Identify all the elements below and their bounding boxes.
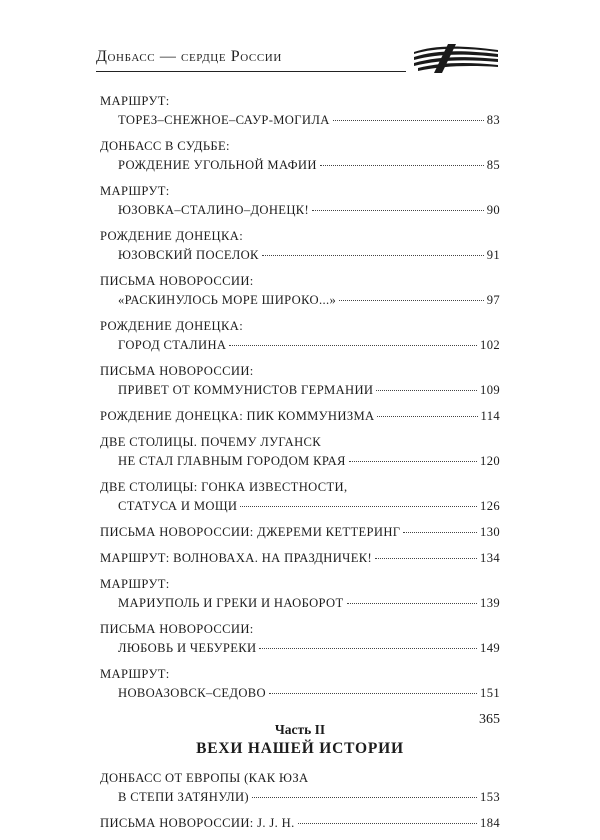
toc-entry-line <box>100 317 500 336</box>
toc-entry-title: ЮЗОВСКИЙ ПОСЕЛОК <box>118 248 259 262</box>
table-of-contents <box>100 92 500 840</box>
page-number: 365 <box>479 712 500 727</box>
toc-page-number: 126 <box>480 499 500 513</box>
toc-entry-title: МАРШРУТ: <box>100 94 170 108</box>
toc-entry-title: ДВЕ СТОЛИЦЫ. ПОЧЕМУ ЛУГАНСК <box>100 435 322 449</box>
toc-page-number: 139 <box>480 596 500 610</box>
toc-entry-line <box>100 549 500 568</box>
toc-entry <box>100 814 500 833</box>
toc-entry-line <box>100 227 500 246</box>
toc-entry <box>100 575 500 613</box>
toc-entry <box>100 433 500 471</box>
toc-page-number: 102 <box>480 338 500 352</box>
toc-entry-title: «РАСКИНУЛОСЬ МОРЕ ШИРОКО...» <box>118 293 337 307</box>
toc-entry-line <box>100 111 500 130</box>
toc-entry-title: ПИСЬМА НОВОРОССИИ: <box>100 622 254 636</box>
toc-entry-title: НЕ СТАЛ ГЛАВНЫМ ГОРОДОМ КРАЯ <box>118 454 346 468</box>
toc-dot-leader <box>403 532 477 533</box>
toc-dot-leader <box>377 416 477 417</box>
toc-dot-leader <box>240 506 477 507</box>
toc-entry-line <box>100 362 500 381</box>
toc-entry <box>100 549 500 568</box>
toc-dot-leader <box>375 558 477 559</box>
toc-entry <box>100 523 500 542</box>
toc-entry-title: ПИСЬМА НОВОРОССИИ: <box>100 364 254 378</box>
toc-entry <box>100 92 500 130</box>
toc-dot-leader <box>269 693 477 694</box>
toc-entry <box>100 407 500 426</box>
toc-section-top <box>100 92 500 703</box>
toc-entry <box>100 769 500 807</box>
toc-entry-title: В СТЕПИ ЗАТЯНУЛИ) <box>118 790 249 804</box>
toc-dot-leader <box>320 165 484 166</box>
toc-entry-line <box>100 788 500 807</box>
toc-entry-line <box>100 639 500 658</box>
toc-entry-title: ДОНБАСС В СУДЬБЕ: <box>100 139 230 153</box>
toc-entry-title: ЛЮБОВЬ И ЧЕБУРЕКИ <box>118 641 257 655</box>
toc-entry-title: ПИСЬМА НОВОРОССИИ: ДЖЕРЕМИ КЕТТЕРИНГ <box>100 525 401 539</box>
toc-entry-title: НОВОАЗОВСК–СЕДОВО <box>118 686 266 700</box>
part-number: Часть II <box>274 722 326 737</box>
toc-dot-leader <box>333 120 484 121</box>
toc-entry-title: ТОРЕЗ–СНЕЖНОЕ–САУР-МОГИЛА <box>118 113 330 127</box>
toc-dot-leader <box>349 461 477 462</box>
toc-dot-leader <box>229 345 477 346</box>
toc-page-number: 91 <box>486 248 500 262</box>
toc-entry-title: СТАТУСА И МОЩИ <box>118 499 238 513</box>
toc-entry-title: ЮЗОВКА–СТАЛИНО–ДОНЕЦК! <box>118 203 310 217</box>
toc-page-number: 134 <box>480 551 500 565</box>
toc-entry-line <box>100 452 500 471</box>
toc-entry-title: ГОРОД СТАЛИНА <box>118 338 227 352</box>
toc-page-number: 97 <box>486 293 500 307</box>
toc-page-number: 114 <box>480 409 500 423</box>
toc-entry-title: ПРИВЕТ ОТ КОММУНИСТОВ ГЕРМАНИИ <box>118 383 374 397</box>
toc-page-number: 120 <box>480 454 500 468</box>
toc-entry-line <box>100 478 500 497</box>
toc-entry <box>100 317 500 355</box>
toc-entry-line <box>100 814 500 833</box>
toc-dot-leader <box>259 648 477 649</box>
toc-entry <box>100 362 500 400</box>
toc-dot-leader <box>312 210 484 211</box>
part-title: ВЕХИ НАШЕЙ ИСТОРИИ <box>196 740 404 757</box>
toc-entry <box>100 227 500 265</box>
toc-dot-leader <box>262 255 484 256</box>
header-rule <box>96 71 406 72</box>
toc-dot-leader <box>252 797 477 798</box>
toc-entry-title: ДВЕ СТОЛИЦЫ: ГОНКА ИЗВЕСТНОСТИ, <box>100 480 348 494</box>
toc-entry-title: МАРИУПОЛЬ И ГРЕКИ И НАОБОРОТ <box>118 596 344 610</box>
toc-entry-line <box>100 156 500 175</box>
toc-entry <box>100 272 500 310</box>
toc-section-bottom <box>100 769 500 833</box>
running-title: Донбасс — сердце России <box>96 48 282 65</box>
toc-entry-line <box>100 684 500 703</box>
toc-page-number: 90 <box>486 203 500 217</box>
toc-page-number: 130 <box>480 525 500 539</box>
toc-entry-title: РОЖДЕНИЕ ДОНЕЦКА: <box>100 229 244 243</box>
toc-entry-line <box>100 665 500 684</box>
toc-entry-title: ПИСЬМА НОВОРОССИИ: J. J. H. <box>100 816 295 830</box>
ribbon-of-saint-george-icon <box>412 42 500 74</box>
toc-entry-title: ПИСЬМА НОВОРОССИИ: <box>100 274 254 288</box>
toc-page-number: 153 <box>480 790 500 804</box>
toc-entry-title: МАРШРУТ: ВОЛНОВАХА. НА ПРАЗДНИЧЕК! <box>100 551 373 565</box>
toc-entry-line <box>100 620 500 639</box>
toc-entry-line <box>100 182 500 201</box>
running-header <box>96 44 500 74</box>
toc-entry-title: РОЖДЕНИЕ УГОЛЬНОЙ МАФИИ <box>118 158 317 172</box>
toc-entry <box>100 137 500 175</box>
toc-entry-line <box>100 137 500 156</box>
toc-entry-line <box>100 92 500 111</box>
toc-entry-line <box>100 433 500 452</box>
toc-entry-line <box>100 407 500 426</box>
toc-entry-line <box>100 381 500 400</box>
toc-entry <box>100 620 500 658</box>
toc-entry-title: РОЖДЕНИЕ ДОНЕЦКА: <box>100 319 244 333</box>
toc-entry-line <box>100 336 500 355</box>
toc-entry-title: МАРШРУТ: <box>100 577 170 591</box>
toc-page-number: 151 <box>480 686 500 700</box>
part-heading <box>100 721 500 759</box>
toc-entry-line <box>100 594 500 613</box>
toc-dot-leader <box>347 603 478 604</box>
toc-dot-leader <box>376 390 477 391</box>
toc-page-number: 83 <box>486 113 500 127</box>
toc-page-number: 184 <box>480 816 500 830</box>
toc-entry-line <box>100 201 500 220</box>
toc-entry <box>100 182 500 220</box>
toc-entry-title: МАРШРУТ: <box>100 184 170 198</box>
toc-entry-title: ДОНБАСС ОТ ЕВРОПЫ (КАК ЮЗА <box>100 771 309 785</box>
toc-entry-line <box>100 769 500 788</box>
toc-entry-line <box>100 272 500 291</box>
toc-dot-leader <box>298 823 477 824</box>
toc-entry-line <box>100 523 500 542</box>
toc-entry-line <box>100 246 500 265</box>
toc-entry-line <box>100 291 500 310</box>
toc-entry-title: РОЖДЕНИЕ ДОНЕЦКА: ПИК КОММУНИЗМА <box>100 409 375 423</box>
toc-entry-line <box>100 575 500 594</box>
toc-page-number: 109 <box>480 383 500 397</box>
toc-page-number: 85 <box>486 158 500 172</box>
toc-dot-leader <box>339 300 484 301</box>
toc-page-number: 149 <box>480 641 500 655</box>
toc-entry-title: МАРШРУТ: <box>100 667 170 681</box>
toc-entry-line <box>100 497 500 516</box>
toc-entry <box>100 478 500 516</box>
toc-entry <box>100 665 500 703</box>
